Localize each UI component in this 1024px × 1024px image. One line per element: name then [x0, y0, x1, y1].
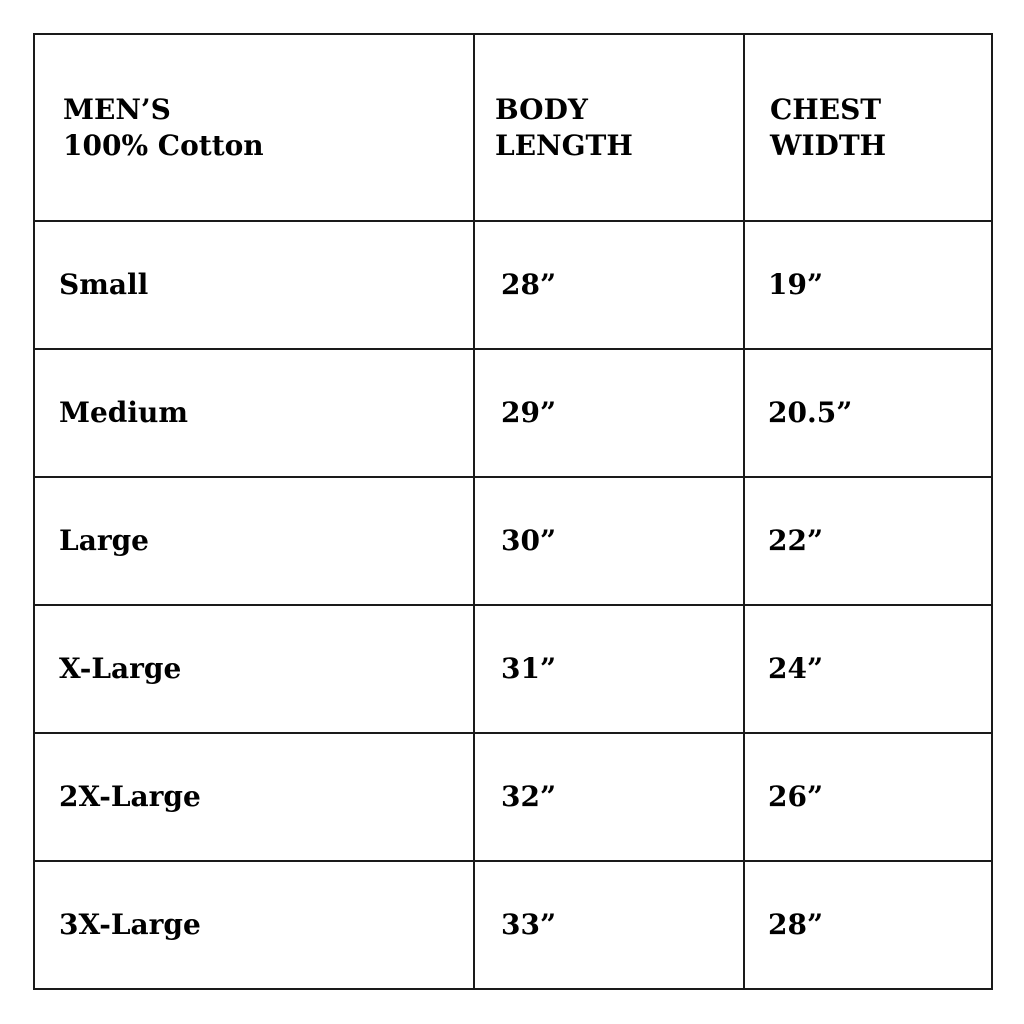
header-fabric-label: 100% Cotton — [63, 128, 264, 162]
size-cell: Small — [34, 221, 474, 349]
header-size-cell — [34, 34, 474, 221]
table-row — [34, 349, 992, 477]
chest-width-cell: 26” — [744, 733, 992, 861]
header-length-label: LENGTH — [495, 128, 633, 162]
chest-width-cell: 19” — [744, 221, 992, 349]
chest-width-cell: 20.5” — [744, 349, 992, 477]
header-body-length-cell — [474, 34, 744, 221]
body-length-cell: 33” — [474, 861, 744, 989]
header-row — [34, 34, 992, 221]
header-width-label: WIDTH — [770, 128, 887, 162]
size-cell: 3X-Large — [34, 861, 474, 989]
body-length-cell: 30” — [474, 477, 744, 605]
body-length-cell: 29” — [474, 349, 744, 477]
chest-width-cell: 22” — [744, 477, 992, 605]
size-cell: Large — [34, 477, 474, 605]
header-body-label: BODY — [495, 92, 588, 126]
header-chest-label: CHEST — [770, 92, 882, 126]
header-chest-width-cell — [744, 34, 992, 221]
size-cell: 2X-Large — [34, 733, 474, 861]
size-cell: X-Large — [34, 605, 474, 733]
body-length-cell: 28” — [474, 221, 744, 349]
chest-width-cell: 24” — [744, 605, 992, 733]
table-row — [34, 605, 992, 733]
body-length-cell: 31” — [474, 605, 744, 733]
table-row — [34, 477, 992, 605]
table-row — [34, 221, 992, 349]
size-cell: Medium — [34, 349, 474, 477]
header-mens-label: MEN’S — [63, 92, 171, 126]
chest-width-cell: 28” — [744, 861, 992, 989]
size-chart-table — [33, 33, 993, 990]
table-row — [34, 733, 992, 861]
body-length-cell: 32” — [474, 733, 744, 861]
table-row — [34, 861, 992, 989]
